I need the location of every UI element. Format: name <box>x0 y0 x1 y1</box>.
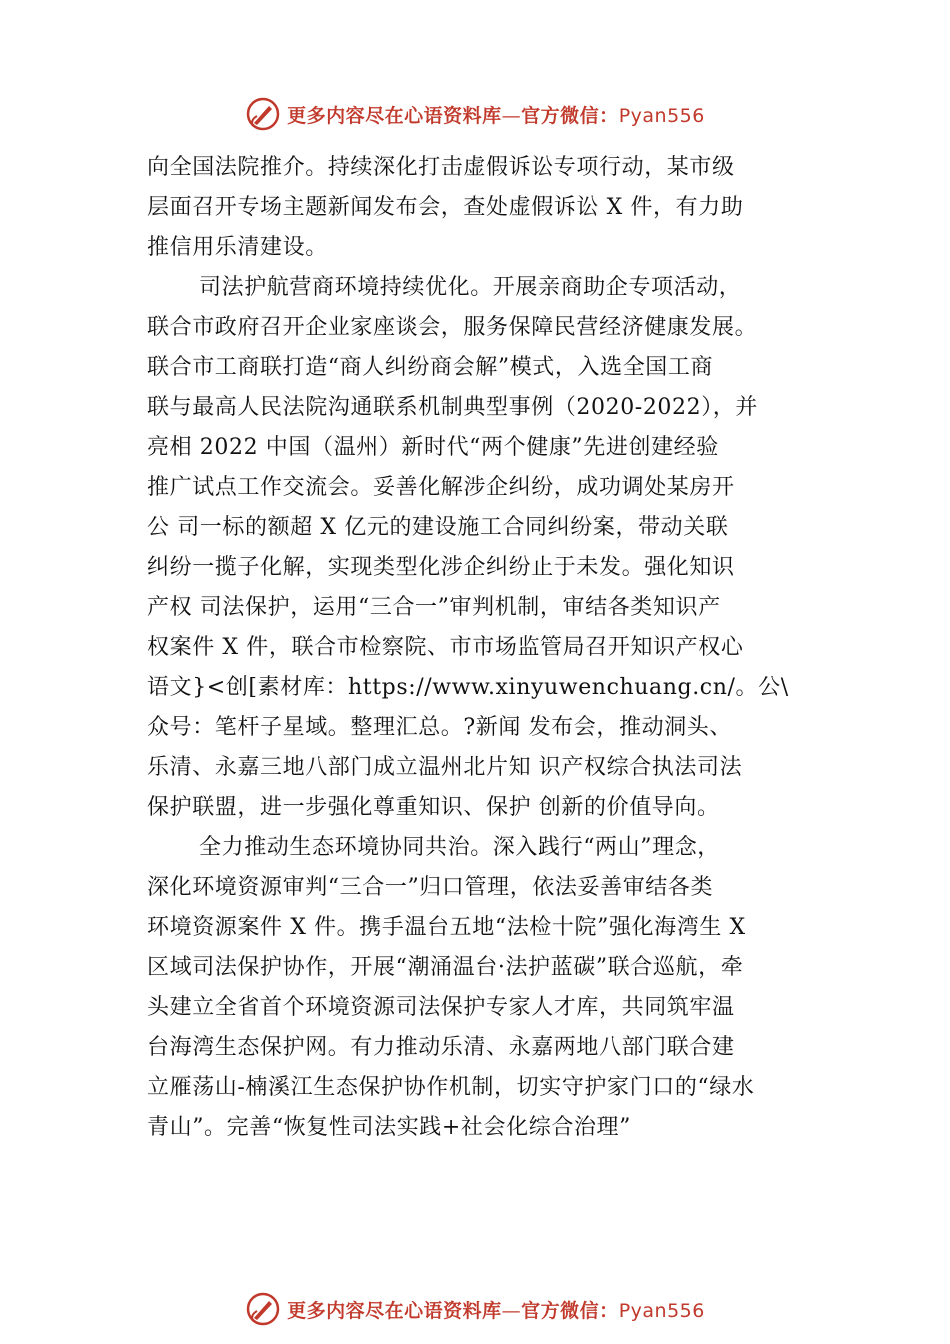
text-line: 青山”。完善“恢复性司法实践+社会化综合治理” <box>147 1115 631 1140</box>
pen-logo-icon <box>245 1291 281 1327</box>
text-line: 保护联盟，进一步强化尊重知识、保护 创新的价值导向。 <box>147 795 720 820</box>
text-line: 推广试点工作交流会。妥善化解涉企纠纷，成功调处某房开 <box>147 475 735 500</box>
document-body <box>147 148 819 1148</box>
text-line: 纠纷一揽子化解，实现类型化涉企纠纷止于未发。强化知识 <box>147 555 735 580</box>
text-line: 头建立全省首个环境资源司法保护专家人才库，共同筑牢温 <box>147 995 735 1020</box>
text-line: 台海湾生态保护网。有力推动乐清、永嘉两地八部门联合建 <box>147 1035 735 1060</box>
banner-text: 更多内容尽在心语资料库—官方微信：Pyan556 <box>287 1299 705 1322</box>
text-line: 乐清、永嘉三地八部门成立温州北片知 识产权综合执法司法 <box>147 755 743 780</box>
text-line: 众号：笔杆子星域。整理汇总。?新闻 发布会，推动洞头、 <box>147 715 732 740</box>
text-line: 公 司一标的额超 X 亿元的建设施工合同纠纷案，带动关联 <box>147 515 729 540</box>
wechat-account: Pyan556 <box>618 1299 705 1322</box>
text-line: 产权 司法保护，运用“三合一”审判机制，审结各类知识产 <box>147 595 721 620</box>
text-line: 亮相 2022 中国（温州）新时代“两个健康”先进创建经验 <box>147 435 719 460</box>
text-line: 层面召开专场主题新闻发布会，查处虚假诉讼 X 件，有力助 <box>147 195 744 220</box>
banner-text: 更多内容尽在心语资料库—官方微信：Pyan556 <box>287 104 705 127</box>
text-line: 权案件 X 件，联合市检察院、市市场监管局召开知识产权心 <box>147 635 744 660</box>
paragraph-heading-line: 司法护航营商环境持续优化。开展亲商助企专项活动， <box>199 275 742 300</box>
text-line: 环境资源案件 X 件。携手温台五地“法检十院”强化海湾生 X <box>147 915 746 940</box>
text-line: 区域司法保护协作，开展“潮涌温台·法护蓝碳”联合巡航，牵 <box>147 955 744 980</box>
pen-logo-icon <box>245 96 281 132</box>
header-banner <box>0 92 950 136</box>
text-line: 联与最高人民法院沟通联系机制典型事例（2020-2022），并 <box>147 395 759 420</box>
paragraph-heading-line: 全力推动生态环境协同共治。深入践行“两山”理念， <box>199 835 720 860</box>
text-line: 联合市工商联打造“商人纠纷商会解”模式，入选全国工商 <box>147 355 714 380</box>
text-line: 联合市政府召开企业家座谈会，服务保障民营经济健康发展。 <box>147 315 758 340</box>
footer-banner <box>0 1287 950 1331</box>
text-line: 深化环境资源审判“三合一”归口管理，依法妥善审结各类 <box>147 875 714 900</box>
text-line: 语文}<创[素材库：https://www.xinyuwenchuang.cn/。公\ <box>147 675 789 700</box>
text-line: 立雁荡山-楠溪江生态保护协作机制，切实守护家门口的“绿水 <box>147 1075 755 1100</box>
text-line: 向全国法院推介。持续深化打击虚假诉讼专项行动，某市级 <box>147 155 735 180</box>
wechat-account: Pyan556 <box>618 104 705 127</box>
text-line: 推信用乐清建设。 <box>147 235 328 260</box>
